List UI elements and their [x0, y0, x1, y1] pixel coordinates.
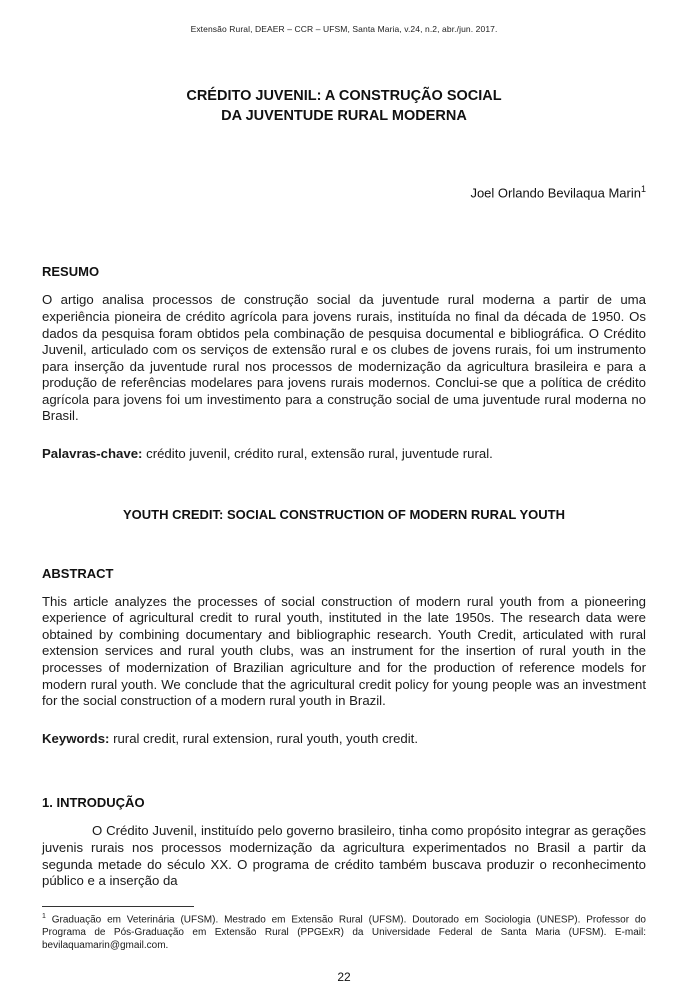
keywords-text: rural credit, rural extension, rural youth, youth credit.: [109, 730, 419, 746]
paper-title-line2: DA JUVENTUDE RURAL MODERNA: [221, 108, 467, 124]
paper-title-line1: CRÉDITO JUVENIL: A CONSTRUÇÃO SOCIAL: [186, 88, 502, 104]
resumo-paragraph: O artigo analisa processos de construção social da juventude rural moderna a partir de uma experiência pioneira de crédito agrícola para jovens rurais, instituída no final da década de 1950. Os dados da pesquisa foram obtidos pela combinação de pesquisa documental e bibliográfica. O Crédito Juvenil, articulado com os serviços de extensão rural e os clubes de jovens rurais, foi um instrumento para inserção da juventude rural nos processos de modernização da agricultura brasileira e para a produção de referências modelares para jovens rurais modernos. Conclui-se que a política de crédito agrícola para jovens foi um investimento para a construção social de uma juventude rural moderna no Brasil.: [42, 292, 646, 424]
footnote-block: [42, 906, 646, 952]
palavras-chave-text: crédito juvenil, crédito rural, extensão rural, juventude rural.: [142, 446, 493, 462]
footnote-text: [42, 911, 646, 952]
author-line: [42, 184, 646, 200]
page-number: 22: [337, 970, 351, 984]
footnote-separator: [42, 906, 194, 907]
author-name: Joel Orlando Bevilaqua Marin: [470, 185, 641, 201]
abstract-paragraph: This article analyzes the processes of social construction of modern rural youth from a pioneering experience of agricultural credit to rural youth, instituted in the late 1950s. The research data were obtained by combining documentary and bibliographic research. Youth Credit, articulated with rural extension services and rural youth clubs, was an instrument for the insertion of rural youth in the processes of modernization of Brazilian agriculture and for the production of reference models for modern rural youth. We conclude that the agricultural credit policy for young people was an investment for the social construction of a modern rural youth in Brazil.: [42, 593, 646, 709]
footnote-body: Graduação em Veterinária (UFSM). Mestrado em Extensão Rural (UFSM). Doutorado em Sociologia (UNESP). Professor do Programa de Pós-Graduação em Extensão Rural (PPGExR) da Universidade Federal de Santa Maria (UFSM). E-mail: bevilaquamarin@gmail.com.: [42, 914, 646, 951]
english-title: YOUTH CREDIT: SOCIAL CONSTRUCTION OF MODERN RURAL YOUTH: [122, 506, 565, 522]
resumo-heading: RESUMO: [42, 264, 100, 280]
author-footnote-marker: 1: [640, 184, 646, 194]
palavras-chave-line: [42, 446, 646, 463]
footnote-marker: 1: [42, 913, 46, 921]
abstract-heading: ABSTRACT: [42, 565, 114, 581]
introduction-paragraph: O Crédito Juvenil, instituído pelo governo brasileiro, tinha como propósito integrar as gerações juvenis rurais nos processos modernização da agricultura experimentados no Brasil a partir da segunda metade do século XX. O programa de crédito também buscava produzir o reconhecimento público e a inserção da: [42, 823, 646, 889]
keywords-line: [42, 731, 646, 748]
keywords-label: Keywords:: [42, 730, 110, 746]
journal-header: Extensão Rural, DEAER – CCR – UFSM, Santa Maria, v.24, n.2, abr./jun. 2017.: [190, 24, 498, 34]
introduction-heading: 1. INTRODUÇÃO: [42, 795, 145, 811]
palavras-chave-label: Palavras-chave:: [42, 446, 143, 462]
paper-title: [42, 86, 646, 126]
